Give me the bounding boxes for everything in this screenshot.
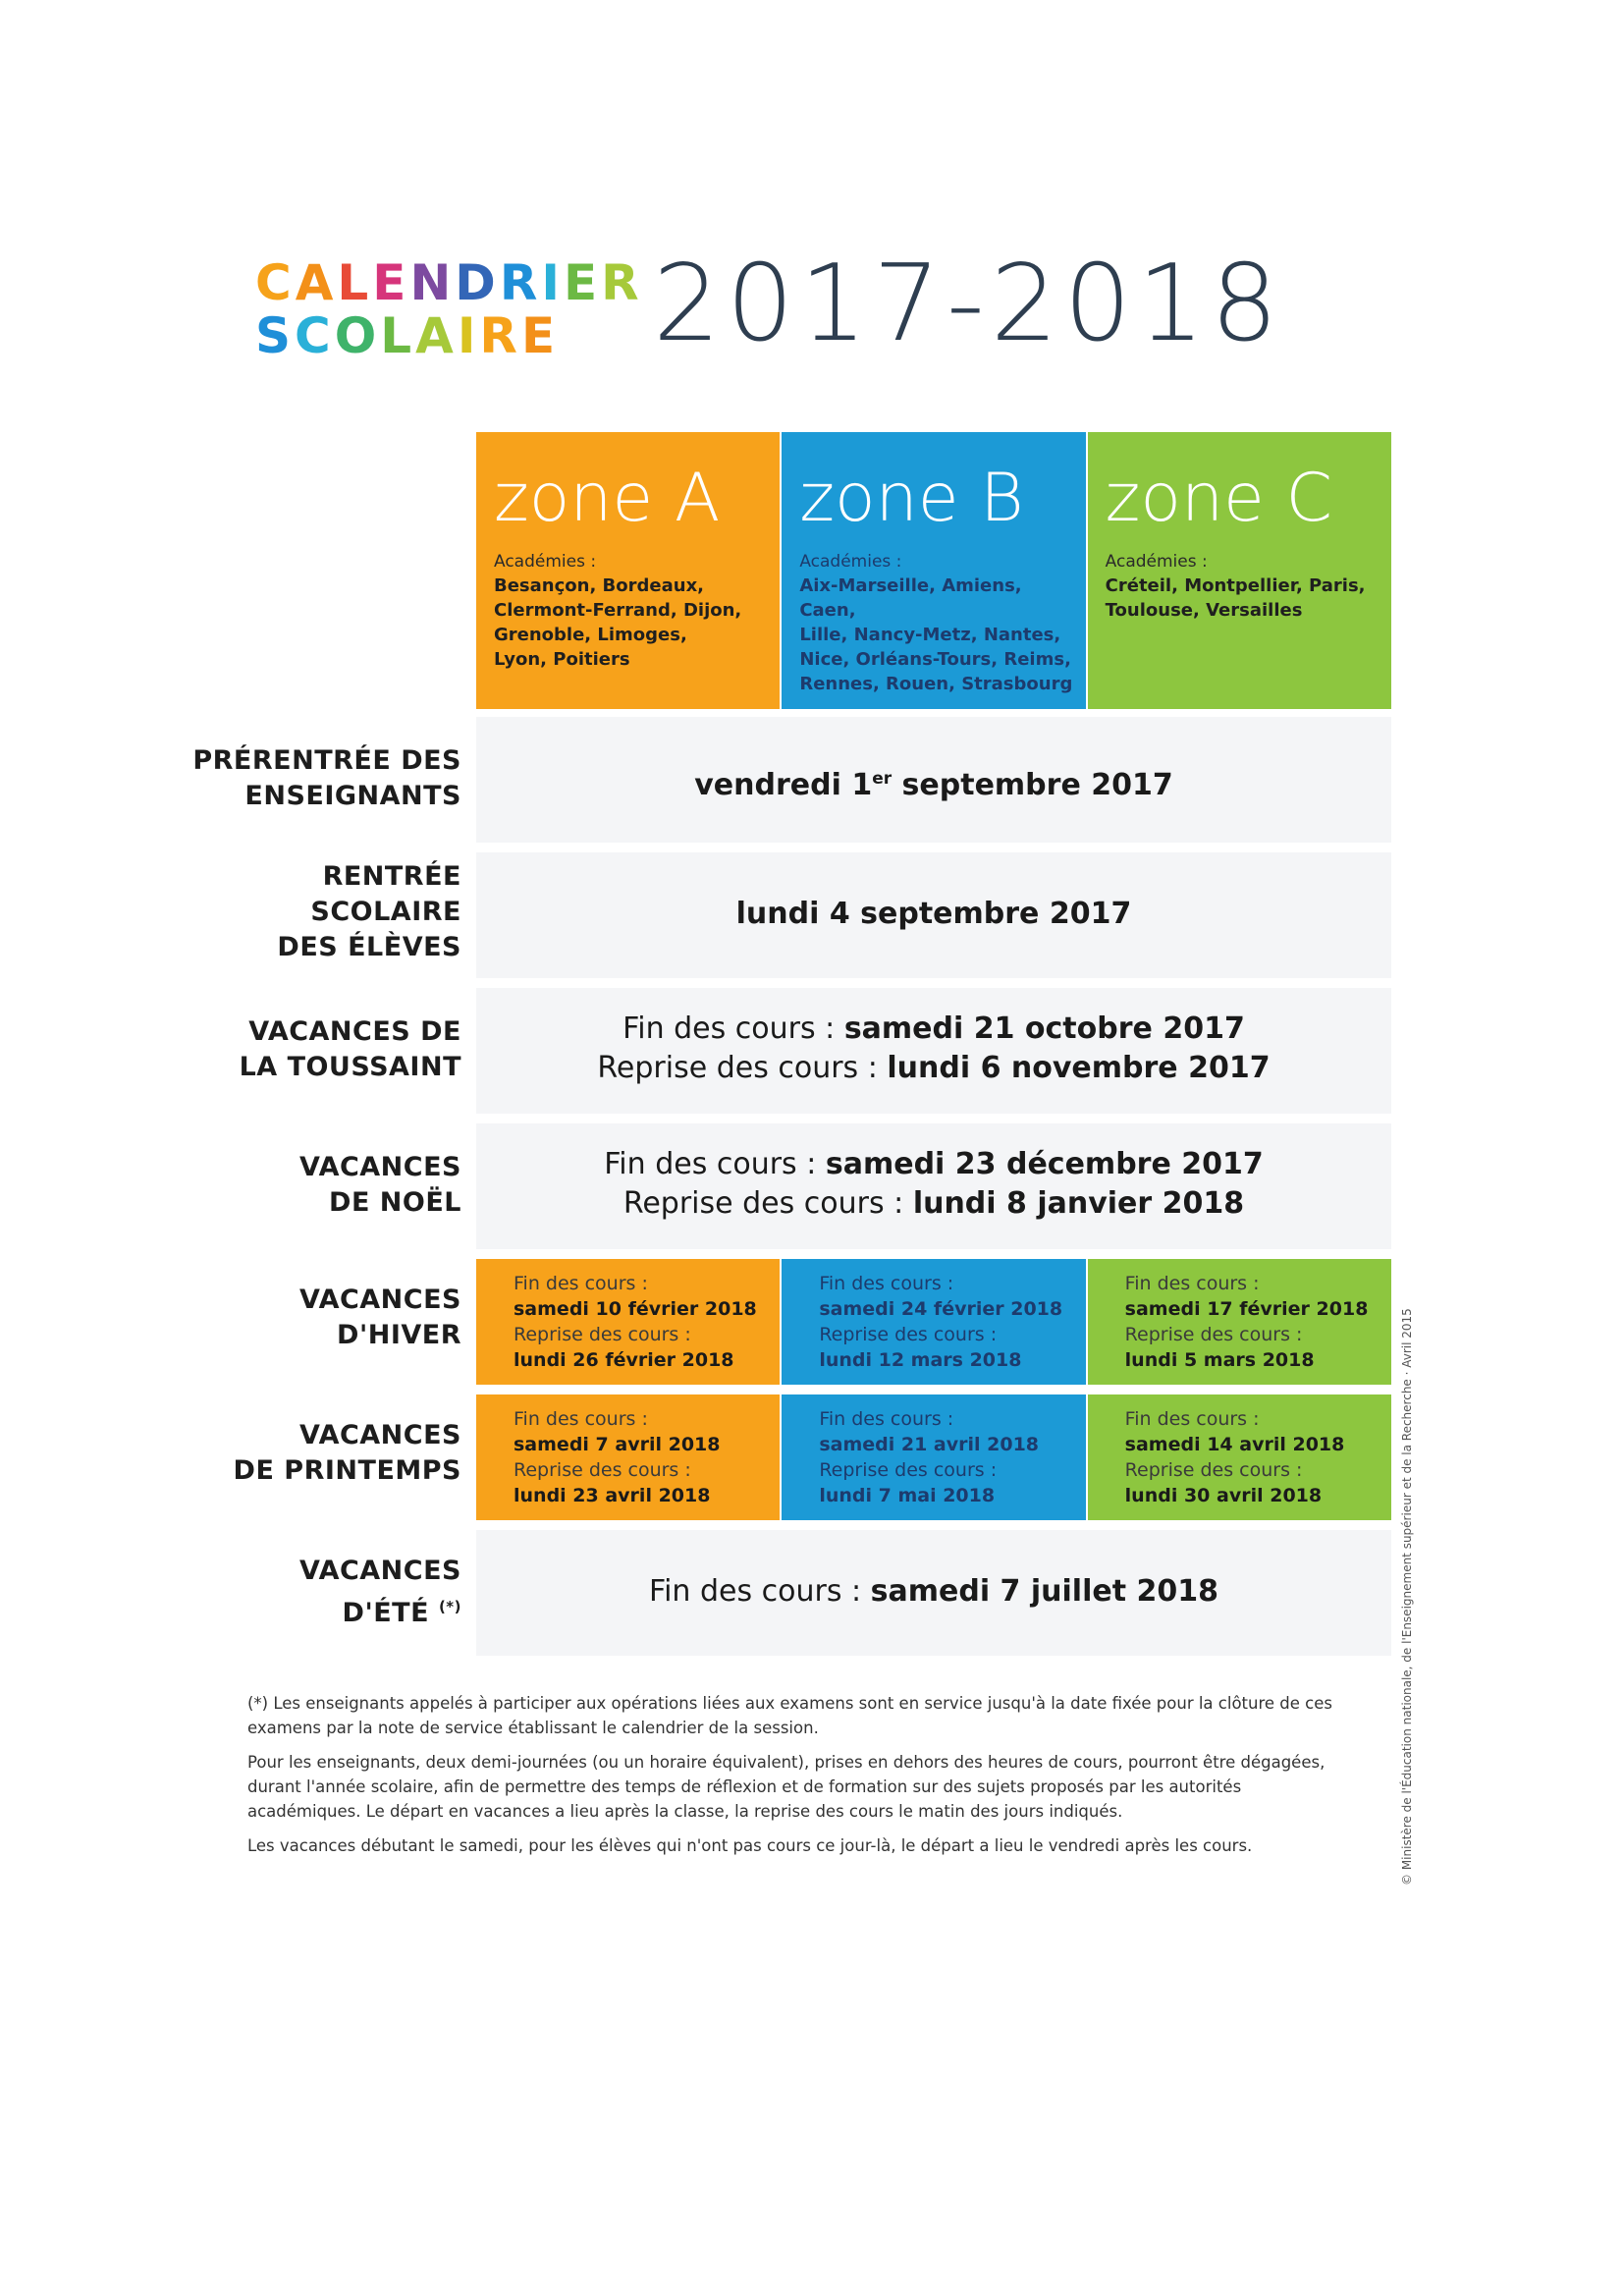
logo-letter: A (415, 307, 458, 364)
logo-letter: R (499, 254, 542, 311)
resume-date-line (476, 1049, 1391, 1088)
resume-label: Reprise des cours : (514, 1459, 691, 1481)
row-label-line: DE NOËL (329, 1187, 461, 1218)
row-label-line: SCOLAIRE (310, 897, 461, 927)
row-dates (476, 1010, 1391, 1088)
zone-title: zone B (799, 460, 1024, 537)
logo-letter: S (255, 307, 296, 364)
row-dates (476, 1572, 1391, 1612)
zone-cells (476, 1394, 1391, 1520)
row-label-line: DE PRINTEMPS (233, 1455, 461, 1486)
footnote: (*) Les enseignants appelés à participer aux opérations liées aux examens sont en service jusqu'à la date fixée pour la clôture de ces examens par la note de service établissant le calendrier de la session. (247, 1694, 1332, 1737)
academies-line: Rennes, Rouen, Strasbourg (799, 674, 1073, 694)
zone-b-cell (782, 1259, 1085, 1385)
end-date-line (476, 1010, 1391, 1049)
school-year-title: 2017-2018 (653, 243, 1284, 365)
row-body (476, 988, 1391, 1114)
academies-list (799, 574, 1074, 696)
row-label-line: DES ÉLÈVES (277, 932, 461, 962)
zone-b-cell (782, 1394, 1085, 1520)
logo-letter: D (455, 254, 500, 311)
end-label: Fin des cours : (604, 1147, 826, 1181)
row-body (476, 1530, 1391, 1656)
end-label: Fin des cours : (514, 1273, 648, 1294)
end-date: samedi 23 décembre 2017 (825, 1147, 1264, 1181)
date-text: vendredi 1 (694, 768, 873, 802)
zone-a-header (476, 432, 780, 709)
end-date: samedi 14 avril 2018 (1124, 1434, 1345, 1455)
zone-cells (476, 1259, 1391, 1385)
academies-label: Académies : (494, 552, 597, 572)
zones-header (476, 432, 1391, 709)
resume-label: Reprise des cours : (514, 1324, 691, 1345)
academies-line: Lyon, Poitiers (494, 649, 630, 670)
footnotes (247, 1691, 1347, 1868)
academies-label: Académies : (799, 552, 902, 572)
end-date: samedi 24 février 2018 (819, 1298, 1063, 1320)
academies-line: Nice, Orléans-Tours, Reims, (799, 649, 1071, 670)
academies-list (1106, 574, 1380, 623)
end-label: Fin des cours : (649, 1574, 871, 1609)
row-body (476, 852, 1391, 978)
logo-letter: R (601, 254, 643, 311)
zone-a-cell (476, 1259, 780, 1385)
row-label (192, 743, 461, 814)
row-label (299, 1283, 461, 1353)
end-label: Fin des cours : (622, 1011, 844, 1046)
zone-c-cell (1088, 1259, 1391, 1385)
row-label-line: VACANCES (299, 1152, 461, 1182)
logo-letter: C (295, 307, 335, 364)
end-date: samedi 21 avril 2018 (819, 1434, 1040, 1455)
date-text: lundi 4 septembre 2017 (735, 897, 1132, 931)
row-body (476, 1123, 1391, 1249)
row-label-line: PRÉRENTRÉE DES (192, 745, 461, 776)
resume-date: lundi 23 avril 2018 (514, 1485, 711, 1506)
row-hiver (0, 1259, 1623, 1385)
academies-line: Lille, Nancy-Metz, Nantes, (799, 625, 1061, 645)
resume-date: lundi 30 avril 2018 (1124, 1485, 1323, 1506)
logo-letter: L (337, 254, 373, 311)
end-date: samedi 21 octobre 2017 (843, 1011, 1245, 1046)
logo-letter: R (479, 307, 521, 364)
zone-title: zone C (1105, 460, 1332, 537)
row-label-line: D'HIVER (337, 1320, 461, 1350)
logo-letter: O (334, 307, 381, 364)
end-date: samedi 7 avril 2018 (514, 1434, 721, 1455)
end-date-line (476, 1145, 1391, 1184)
row-label-line: RENTRÉE (322, 861, 461, 892)
resume-date: lundi 8 janvier 2018 (912, 1186, 1245, 1221)
resume-date: lundi 5 mars 2018 (1124, 1349, 1315, 1371)
row-label (240, 1014, 461, 1085)
row-label-line: VACANCES DE (248, 1016, 461, 1047)
logo-letter: I (541, 254, 564, 311)
academies-list (494, 574, 769, 672)
row-prerentree (0, 717, 1623, 843)
end-label: Fin des cours : (1124, 1408, 1260, 1430)
logo-letter: I (457, 307, 480, 364)
resume-date: lundi 6 novembre 2017 (887, 1051, 1271, 1085)
calendrier-scolaire-logo (255, 254, 643, 364)
academies-line: Clermont-Ferrand, Dijon, (494, 600, 742, 621)
date-superscript: er (872, 769, 893, 789)
academies-line: Besançon, Bordeaux, (494, 575, 705, 596)
row-noel (0, 1123, 1623, 1249)
logo-letter: E (563, 254, 602, 311)
row-label-line: VACANCES (299, 1420, 461, 1450)
logo-letter: E (372, 254, 410, 311)
academies-label: Académies : (1105, 552, 1208, 572)
academies-line: Créteil, Montpellier, Paris, (1105, 575, 1366, 596)
zone-title: zone A (494, 460, 721, 537)
zone-b-header (782, 432, 1085, 709)
end-label: Fin des cours : (819, 1408, 954, 1430)
footnote-mark: (*) (438, 1598, 461, 1615)
row-body (476, 717, 1391, 843)
row-label-line: VACANCES (299, 1285, 461, 1315)
row-label (299, 1554, 461, 1631)
row-label-text: D'ÉTÉ (342, 1598, 430, 1628)
zone-c-cell (1088, 1394, 1391, 1520)
row-rentree (0, 852, 1623, 978)
row-label-line: VACANCES (299, 1556, 461, 1586)
row-printemps (0, 1394, 1623, 1520)
row-dates (476, 1145, 1391, 1224)
logo-line-2 (255, 309, 609, 362)
footnote: Pour les enseignants, deux demi-journées (ou un horaire équivalent), prises en dehors des heures de cours, pourront être dégagées, durant l'année scolaire, afin de permettre des temps de réflexion et de formation sur des sujets proposés par les autorités académiques. Le départ en vacances a lieu après la classe, la reprise des cours le matin des jours indiqués. (247, 1753, 1325, 1821)
academies-line: Toulouse, Versailles (1105, 600, 1303, 621)
end-label: Fin des cours : (514, 1408, 648, 1430)
academies-line: Aix-Marseille, Amiens, Caen, (799, 575, 1022, 621)
resume-label: Reprise des cours : (597, 1051, 888, 1085)
row-label-line: LA TOUSSAINT (239, 1052, 461, 1082)
resume-label: Reprise des cours : (819, 1324, 998, 1345)
logo-letter: E (520, 307, 560, 364)
logo-letter: C (255, 254, 296, 311)
resume-label: Reprise des cours : (819, 1459, 998, 1481)
resume-label: Reprise des cours : (1124, 1459, 1303, 1481)
row-label-line: ENSEIGNANTS (244, 781, 461, 811)
end-date: samedi 7 juillet 2018 (870, 1574, 1218, 1609)
row-label (234, 1418, 461, 1489)
end-date: samedi 17 février 2018 (1124, 1298, 1369, 1320)
footnote: Les vacances débutant le samedi, pour les élèves qui n'ont pas cours ce jour-là, le départ a lieu le vendredi après les cours. (247, 1836, 1253, 1855)
end-date: samedi 10 février 2018 (514, 1298, 757, 1320)
resume-date: lundi 12 mars 2018 (819, 1349, 1022, 1371)
row-ete (0, 1530, 1623, 1656)
zone-c-header (1088, 432, 1391, 709)
date-text: septembre 2017 (892, 768, 1173, 802)
resume-date: lundi 7 mai 2018 (819, 1485, 996, 1506)
logo-letter: L (380, 307, 416, 364)
copyright-credit: © Ministère de l'Éducation nationale, de l'Enseignement supérieur et de la Recherche · Avril 2015 (1400, 1308, 1414, 1886)
row-label (299, 1150, 461, 1221)
resume-label: Reprise des cours : (622, 1186, 913, 1221)
logo-line-1 (255, 254, 643, 311)
resume-label: Reprise des cours : (1124, 1324, 1303, 1345)
row-toussaint (0, 988, 1623, 1114)
resume-date-line (476, 1184, 1391, 1224)
zone-a-cell (476, 1394, 780, 1520)
academies-line: Grenoble, Limoges, (494, 625, 687, 645)
row-label (277, 859, 461, 965)
row-date (476, 895, 1391, 934)
row-label-line (299, 1589, 461, 1631)
row-date (476, 759, 1391, 805)
end-label: Fin des cours : (819, 1273, 954, 1294)
end-label: Fin des cours : (1124, 1273, 1260, 1294)
logo-letter: N (409, 254, 456, 311)
logo-letter: A (295, 254, 338, 311)
resume-date: lundi 26 février 2018 (514, 1349, 734, 1371)
end-date-line (476, 1572, 1391, 1612)
